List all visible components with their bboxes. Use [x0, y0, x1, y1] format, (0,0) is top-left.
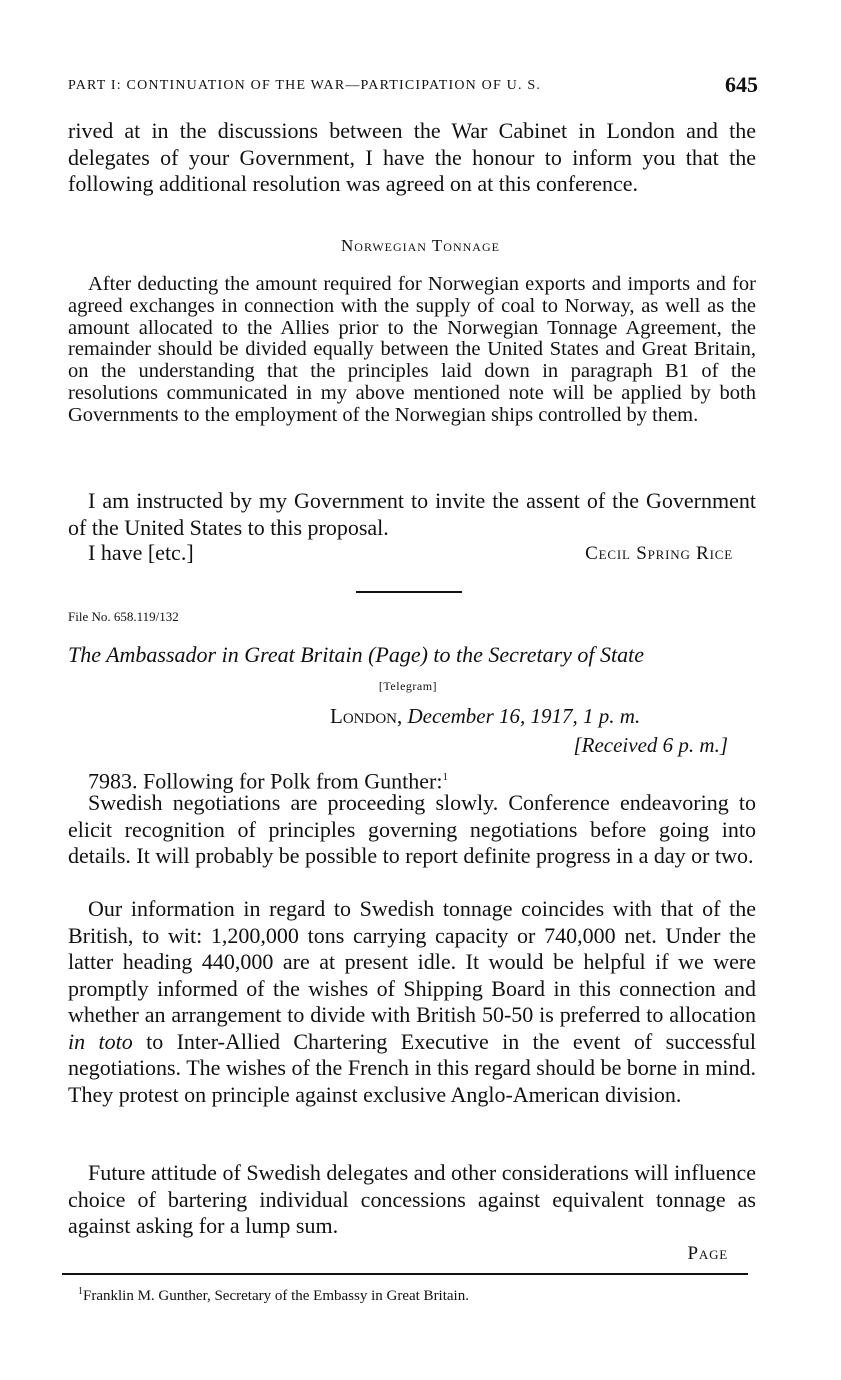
continued-paragraph: rived at in the discussions between the War Cabinet in London and the delegates of your Government, I have the honour to inform you that the following additional resolution was agreed on at this conference. [68, 118, 756, 196]
letter-signature: Cecil Spring Rice [585, 543, 733, 564]
paragraph-2-italic: in toto [68, 1028, 133, 1054]
received-note: [Received 6 p. m.] [573, 733, 728, 757]
footnote-rule [62, 1273, 748, 1275]
file-number: File No. 658.119/132 [68, 609, 179, 624]
resolution-text: After deducting the amount required for Norwegian exports and imports and for agreed exchanges in connection with the supply of coal to Norway, as well as the amount allocated to the Allies prior to the Norwegian Tonnage Agreement, the remainder should be divided equally between the United States and Great Britain, on the understanding that the principles laid down in paragraph B1 of the resolutions communicated in my above mentioned note will be applied by both Governments to the employment of the Norwegian ships controlled by them. [68, 273, 756, 426]
paragraph-2-part-1: Our information in regard to Swedish tonnage coincides with that of the British, to wit: 1,200,000 tons carrying capacity or 740,000 net. Under the latter heading 440,000 are at present idle. It would be helpful if we were promptly informed of the wishes of Shipping Board in this connection and whether an arrangement to divide with British 50-50 is preferred to allocation [68, 896, 756, 1027]
document-title: The Ambassador in Great Britain (Page) to the Secretary of State [68, 642, 644, 667]
running-header [68, 72, 758, 102]
footnote-reference: 1 [442, 771, 448, 783]
running-title: PART I: CONTINUATION OF THE WAR—PARTICIPATION OF U. S. [68, 78, 542, 93]
dateline [330, 704, 640, 729]
opening-text: 7983. Following for Polk from Gunther: [88, 768, 443, 794]
dateline-date: December 16, 1917, 1 p. m. [407, 704, 641, 728]
footnote-marker: 1 [78, 1286, 83, 1297]
telegram-signature: Page [687, 1243, 728, 1264]
paragraph-2-part-2: to Inter-Allied Chartering Executive in the event of successful negotiations. The wishes of the French in this regard should be borne in mind. They protest on principle against exclusive Anglo-American division. [68, 1028, 756, 1107]
footnote [78, 1286, 469, 1305]
resolution-heading: Norwegian Tonnage [341, 236, 500, 255]
telegram-paragraph-2 [68, 896, 756, 1108]
dateline-place: London, [330, 704, 403, 728]
closing-line: I have [etc.] [88, 540, 194, 565]
telegram-paragraph-1: Swedish negotiations are proceeding slowly. Conference endeavoring to elicit recognition of principles governing negotiations before going into details. It will probably be possible to report definite progress in a day or two. [68, 790, 756, 868]
telegram-paragraph-3: Future attitude of Swedish delegates and other considerations will influence choice of bartering individual concessions against equivalent tonnage as against asking for a lump sum. [68, 1160, 756, 1238]
instruction-paragraph: I am instructed by my Government to invite the assent of the Government of the United States to this proposal. [68, 488, 756, 540]
section-divider [356, 591, 462, 593]
footnote-text: Franklin M. Gunther, Secretary of the Embassy in Great Britain. [83, 1288, 469, 1304]
page-number: 645 [725, 72, 758, 97]
document-type-label: [Telegram] [378, 679, 438, 693]
